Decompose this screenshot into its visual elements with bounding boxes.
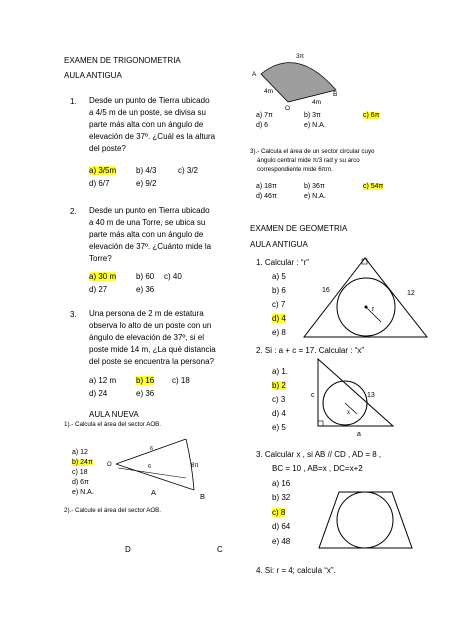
q1-option-e[interactable]: e) 9/2 [136,179,157,188]
q2-option-e[interactable]: e) 36 [136,285,155,294]
g3-option-c[interactable]: c) 8 [272,508,286,517]
g2-label-13: 13 [367,392,375,399]
g1-label-12: 12 [407,290,415,297]
sector2-prompt: 2).- Calcule el área del sector AOB. [64,507,161,514]
sector1-option-b[interactable]: b) 24π [72,459,93,466]
q2-option-b[interactable]: b) 60 [136,272,155,281]
geo-classroom: AULA ANTIGUA [250,240,308,249]
sector-q3-text: 3).- Calcula el área de un sector circular cuyo ángulo central mide π/3 rad y su arco correspondiente mide 6πm. [250,148,375,173]
geo-exam-title: EXAMEN DE GEOMETRIA [250,224,348,233]
g1-option-a[interactable]: a) 5 [272,272,286,281]
sector1-option-e[interactable]: e) N.A. [72,489,94,496]
g1-option-b[interactable]: b) 6 [272,286,286,295]
sector-3pi-label-r1: 4m [264,88,274,95]
g1-option-c[interactable]: c) 7 [272,300,286,309]
g2-option-b[interactable]: b) 2 [272,381,286,390]
trig-classroom: AULA ANTIGUA [64,71,122,80]
g4-question: 4. Si: r = 4; calcula “x”. [256,566,336,575]
q3-option-c[interactable]: c) 18 [172,376,190,385]
sector-q3-option-d[interactable]: d) 46π [256,193,277,200]
g3-option-e[interactable]: e) 48 [272,537,291,546]
q1-option-d[interactable]: d) 6/7 [89,179,110,188]
sector1-label-r1: 6 [150,446,154,452]
sector-q3-option-c[interactable]: c) 54π [363,183,384,190]
q2-option-d[interactable]: d) 27 [89,285,108,294]
g1-option-d[interactable]: d) 4 [272,314,286,323]
q1-option-a[interactable]: a) 3/5m [89,166,117,175]
q3-option-d[interactable]: d) 24 [89,389,108,398]
g1-label-16: 16 [322,287,330,294]
sector1-label-b: B [200,492,206,501]
sector-3pi-label-a: A [252,71,257,78]
sector2-label-c: C [217,545,223,554]
g3-line-1: 3. Calcular x , si AB // CD , AD = 8 , [256,450,382,459]
sector-3pi-arc-label: 3π [296,53,305,60]
sector-q3-option-a[interactable]: a) 18π [256,183,277,190]
sector-3pi-label-r2: 4m [312,99,322,106]
sector1-prompt: 1).- Calcula el área del sector AOB. [64,421,161,428]
g3-option-b[interactable]: b) 32 [272,493,291,502]
sector1-option-c[interactable]: c) 18 [72,469,88,476]
q2-option-c[interactable]: c) 40 [164,272,182,281]
trig-exam-title: EXAMEN DE TRIGONOMETRIA [64,56,181,65]
q1-option-c[interactable]: c) 3/2 [178,166,199,175]
q1-text: Desde un punto de Tierra ubicado a 4/5 m de un poste, se divisa su parte más alta con un ángulo de elevación de 37º. ¿Cuál es la altura del poste? [89,96,216,153]
q2-option-a[interactable]: a) 30 m [89,272,117,281]
q3-option-e[interactable]: e) 36 [136,389,155,398]
q3-option-a[interactable]: a) 12 m [89,376,117,385]
q3-text: Una persona de 2 m de estatura observa lo alto de un poste con un ángulo de elevación de 37º, si el poste mide 14 m, ¿La qué distancia del poste se encuentra la persona? [89,309,216,366]
new-classroom-title: AULA NUEVA [89,410,139,419]
g1-option-e[interactable]: e) 8 [272,328,286,337]
sector-3pi-option-a[interactable]: a) 7π [256,112,273,119]
g2-option-d[interactable]: d) 4 [272,409,286,418]
g1-question: 1. Calcular : “r” [256,258,309,267]
g3-option-a[interactable]: a) 16 [272,479,291,488]
g2-question: 2. Si : a + c = 17. Calcular : “x” [256,346,365,355]
g2-option-e[interactable]: e) 5 [272,423,286,432]
q1-option-b[interactable]: b) 4/3 [136,166,157,175]
sector-q3-option-e[interactable]: e) N.A. [304,193,326,200]
g1-label-r: r [372,306,375,313]
g3-line-2: BC = 10 , AB=x , DC=x+2 [272,464,363,473]
g2-option-a[interactable]: a) 1. [272,367,289,376]
q2-text: Desde un punto en Tierra ubicado a 40 m de una Torre, se ubica su parte más alta con un ángulo de elevación de 37º. ¿Cuánto mide la Torre? [89,206,212,263]
g2-label-a: a [357,431,361,438]
sector-3pi-option-c[interactable]: c) 6π [363,112,380,119]
sector2-label-d: D [125,545,131,554]
g2-label-x: x [347,410,350,416]
q2-number: 2. [70,207,77,216]
g2-option-c[interactable]: c) 3 [272,395,286,404]
sector-3pi-label-b: B [333,91,338,98]
g3-incircle [337,492,393,548]
sector-3pi-option-b[interactable]: b) 3π [304,112,321,119]
g3-option-d[interactable]: d) 64 [272,522,291,531]
g2-label-c: c [311,392,315,399]
sector-3pi-option-d[interactable]: d) 6 [256,122,269,129]
q3-number: 3. [70,310,77,319]
sector1-option-d[interactable]: d) 6π [72,479,89,486]
sector1-label-arc: 8π [191,463,199,469]
g3-trapezoid [319,492,412,548]
sector1-label-a: A [151,488,157,497]
sector1-label-o: O [107,462,112,468]
q3-option-b[interactable]: b) 16 [136,376,155,385]
sector1-option-a[interactable]: a) 12 [72,449,88,456]
sector-3pi-label-o: O [285,105,291,112]
q1-number: 1. [70,97,77,106]
sector1-label-r2: 6 [148,464,152,470]
sector-q3-option-b[interactable]: b) 36π [304,183,325,190]
sector-3pi-option-e[interactable]: e) N.A. [304,122,326,129]
